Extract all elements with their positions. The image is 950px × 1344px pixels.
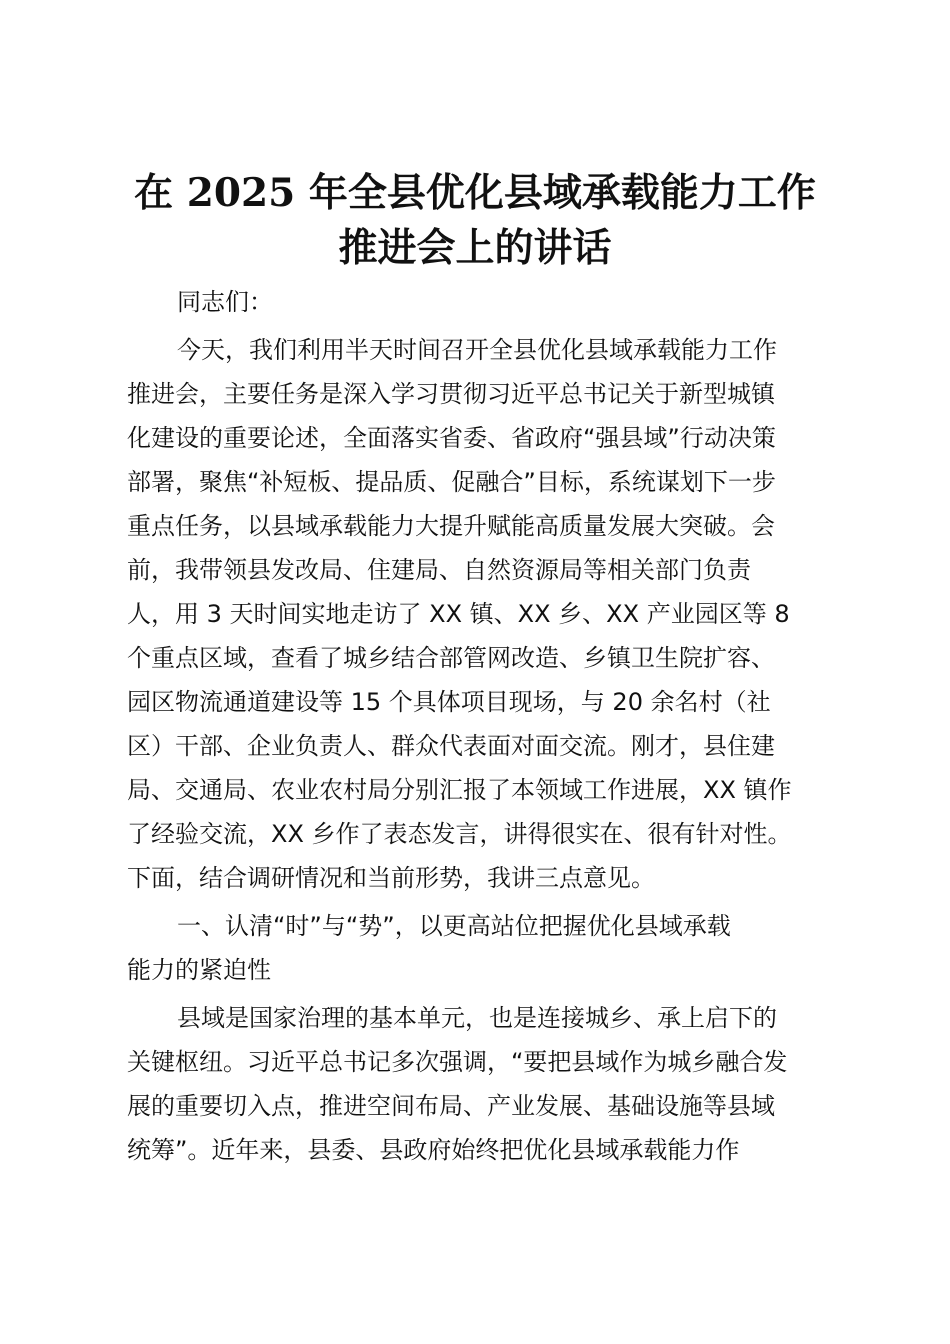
title-line: 推进会上的讲话 [338,225,612,271]
paragraph-line: 下面，结合调研情况和当前形势，我讲三点意见。 [127,864,655,892]
paragraph-line: 局、交通局、农业农村局分别汇报了本领域工作进展，XX 镇作 [127,776,792,804]
paragraph-line: 个重点区域，查看了城乡结合部管网改造、乡镇卫生院扩容、 [127,644,775,672]
paragraph-line: 化建设的重要论述，全面落实省委、省政府“强县域”行动决策 [127,424,776,452]
salutation: 同志们： [177,288,273,316]
paragraph-line: 统筹”。近年来，县委、县政府始终把优化县域承载能力作 [127,1136,740,1164]
paragraph-intro [127,328,833,900]
heading-line: 能力的紧迫性 [127,956,271,984]
section-heading-1 [127,904,833,992]
paragraph-line: 部署，聚焦“补短板、提品质、促融合”目标，系统谋划下一步 [127,468,776,496]
paragraph-line: 区）干部、企业负责人、群众代表面对面交流。刚才，县住建 [127,732,775,760]
heading-line: 一、认清“时”与“势”，以更高站位把握优化县域承载 [177,912,731,940]
title-line: 在 2025 年全县优化县域承载能力工作 [134,170,816,216]
paragraph-line: 县域是国家治理的基本单元，也是连接城乡、承上启下的 [177,1004,777,1032]
paragraph-line: 园区物流通道建设等 15 个具体项目现场，与 20 余名村（社 [127,688,771,716]
paragraph-county [127,996,833,1172]
paragraph-line: 前，我带领县发改局、住建局、自然资源局等相关部门负责 [127,556,751,584]
document-body [127,280,833,1172]
paragraph-line: 推进会，主要任务是深入学习贯彻习近平总书记关于新型城镇 [127,380,775,408]
paragraph-line: 今天，我们利用半天时间召开全县优化县域承载能力工作 [177,336,777,364]
paragraph-line: 重点任务，以县域承载能力大提升赋能高质量发展大突破。会 [127,512,775,540]
paragraph-line: 关键枢纽。习近平总书记多次强调，“要把县域作为城乡融合发 [127,1048,788,1076]
paragraph-line: 人，用 3 天时间实地走访了 XX 镇、XX 乡、XX 产业园区等 8 [127,600,790,628]
paragraph-line: 展的重要切入点，推进空间布局、产业发展、基础设施等县域 [127,1092,775,1120]
document-title [100,166,850,276]
paragraph-line: 了经验交流，XX 乡作了表态发言，讲得很实在、很有针对性。 [127,820,792,848]
